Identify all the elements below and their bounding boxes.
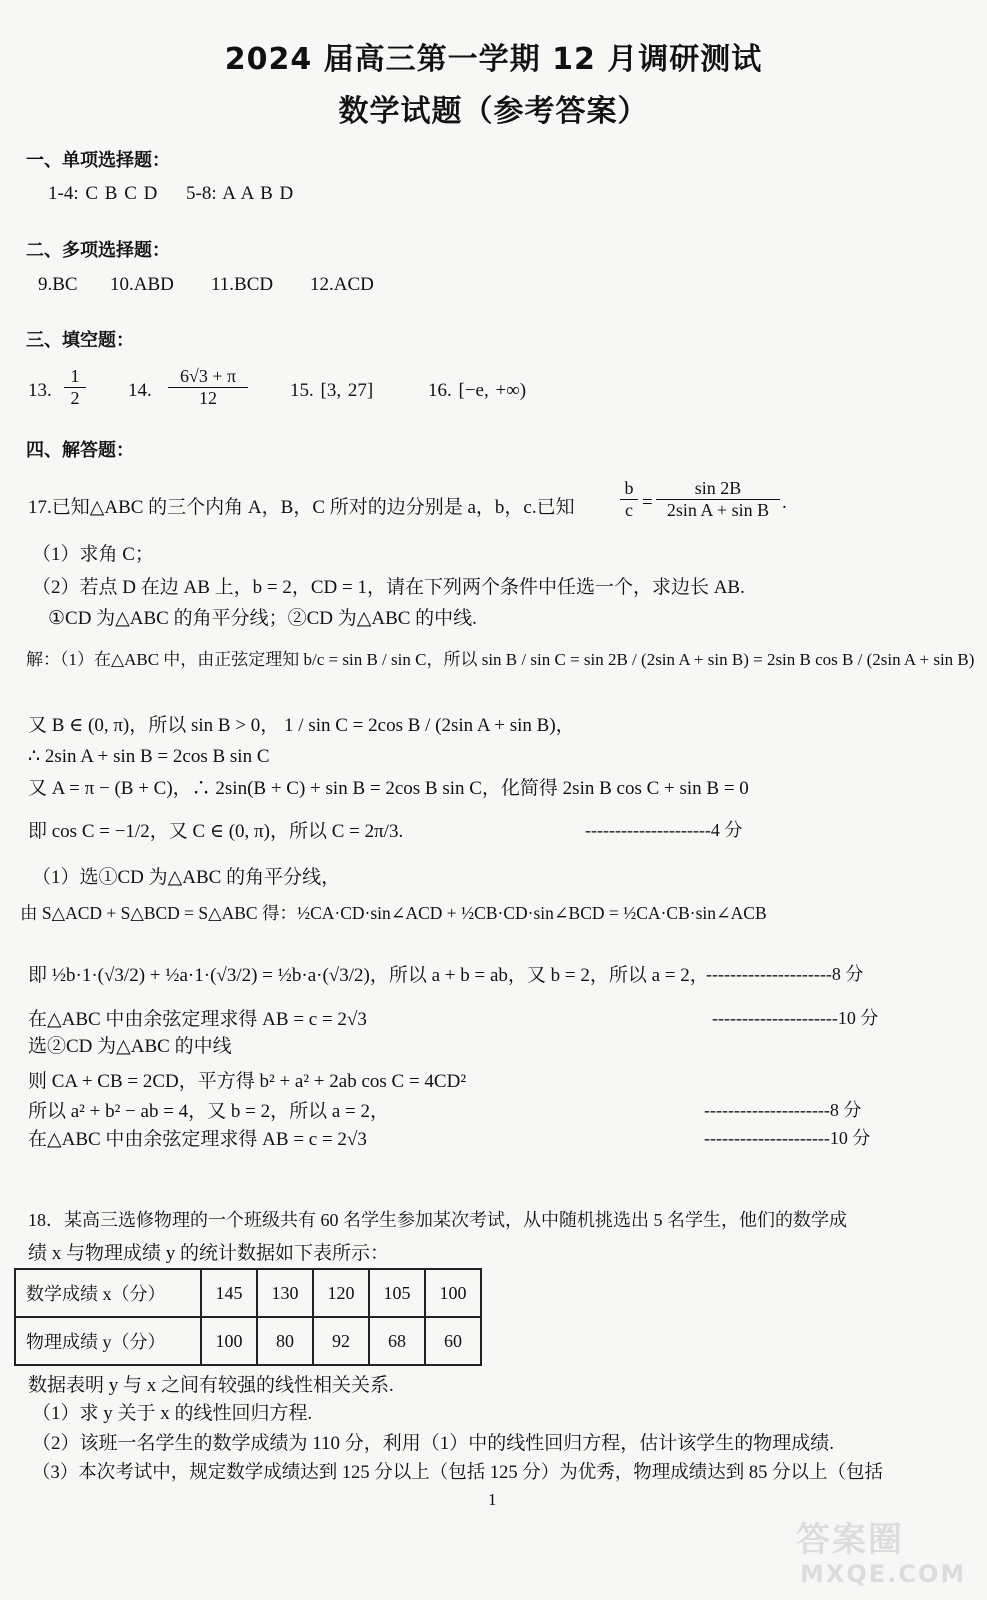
q18-data-table bbox=[14, 1268, 482, 1366]
table-cell: 60 bbox=[425, 1317, 481, 1365]
fill-13-numerator: 1 bbox=[64, 366, 86, 388]
q17-solution-line-1: 解：（1）在△ABC 中，由正弦定理知 b/c = sin B / sin C，所以 sin B / sin C = sin 2B / (2sin A + sin B) = 2sin B cos B / (2sin A + sin B) bbox=[26, 650, 975, 669]
section-heading-single-choice: 一、单项选择题： bbox=[26, 150, 170, 171]
q17-options: ①CD 为△ABC 的角平分线；②CD 为△ABC 的中线. bbox=[48, 608, 477, 629]
table-cell: 105 bbox=[369, 1269, 425, 1317]
q17-stem: 17.已知△ABC 的三个内角 A，B，C 所对的边分别是 a，b，c.已知 bbox=[28, 497, 575, 518]
table-cell: 145 bbox=[201, 1269, 257, 1317]
page-subtitle: 数学试题（参考答案） bbox=[338, 94, 649, 129]
q17-score-10-option-2: ---------------------10 分 bbox=[704, 1128, 871, 1148]
q18-part-2: （2）该班一名学生的数学成绩为 110 分，利用（1）中的线性回归方程，估计该学生的物理成绩. bbox=[32, 1433, 835, 1454]
table-row bbox=[15, 1317, 481, 1365]
fill-13-fraction bbox=[64, 366, 86, 409]
q17-stem-frac-num: b bbox=[620, 478, 638, 500]
fill-14-numerator: 6√3 + π bbox=[168, 366, 248, 388]
q17-part-1: （1）求角 C； bbox=[32, 544, 154, 565]
single-choice-answers-5-8: 5-8: A A B D bbox=[186, 183, 294, 204]
table-cell: 68 bbox=[369, 1317, 425, 1365]
q17-stem-fraction-bc bbox=[620, 478, 638, 521]
table-cell: 120 bbox=[313, 1269, 369, 1317]
page-title: 2024 届高三第一学期 12 月调研测试 bbox=[224, 42, 763, 77]
table-cell: 80 bbox=[257, 1317, 313, 1365]
watermark-logo-text: 答案圈 bbox=[796, 1520, 904, 1560]
q17-solution-line-7: 由 S△ACD + S△BCD = S△ABC 得：½CA·CD·sin∠ACD + ½CB·CD·sin∠BCD = ½CA·CB·sin∠ACB bbox=[20, 903, 767, 923]
table-row bbox=[15, 1269, 481, 1317]
q17-solution-line-2: 又 B ∈ (0, π)，所以 sin B > 0， 1 / sin C = 2cos B / (2sin A + sin B)， bbox=[28, 715, 575, 736]
q17-solution-line-13: 在△ABC 中由余弦定理求得 AB = c = 2√3 bbox=[28, 1129, 367, 1150]
q17-stem-fraction-rhs bbox=[656, 478, 780, 521]
q17-solution-line-9: 在△ABC 中由余弦定理求得 AB = c = 2√3 bbox=[28, 1009, 367, 1030]
q17-part-2: （2）若点 D 在边 AB 上，b = 2，CD = 1，请在下列两个条件中任选一个，求边长 AB. bbox=[32, 577, 745, 598]
q17-solution-line-3: ∴ 2sin A + sin B = 2cos B sin C bbox=[28, 746, 270, 767]
fill-16-answer: 16. [−e, +∞) bbox=[428, 380, 527, 401]
multi-answer-9: 9.BC bbox=[38, 274, 78, 295]
section-heading-multiple-choice: 二、多项选择题： bbox=[26, 240, 170, 261]
table-cell: 100 bbox=[201, 1317, 257, 1365]
q17-solution-line-6: （1）选①CD 为△ABC 的角平分线， bbox=[32, 867, 341, 888]
q17-stem-period: . bbox=[782, 492, 787, 513]
page-number: 1 bbox=[488, 1490, 497, 1509]
q17-score-4: ---------------------4 分 bbox=[585, 820, 743, 840]
q18-note: 数据表明 y 与 x 之间有较强的线性相关关系. bbox=[28, 1375, 394, 1396]
q17-score-10-option-1: ---------------------10 分 bbox=[712, 1008, 879, 1028]
watermark-logo-url: MXQE.COM bbox=[800, 1560, 967, 1588]
table-row-label-physics: 物理成绩 y（分） bbox=[15, 1317, 201, 1365]
q17-solution-line-5: 即 cos C = −1/2，又 C ∈ (0, π)，所以 C = 2π/3. bbox=[28, 821, 404, 842]
multi-answer-10: 10.ABD bbox=[110, 274, 174, 295]
q17-score-8-option-2: ---------------------8 分 bbox=[704, 1100, 862, 1120]
q17-score-8-option-1: ---------------------8 分 bbox=[706, 964, 864, 984]
table-cell: 130 bbox=[257, 1269, 313, 1317]
q18-part-3: （3）本次考试中，规定数学成绩达到 125 分以上（包括 125 分）为优秀，物理成绩达到 85 分以上（包括 bbox=[32, 1463, 884, 1483]
fill-15-answer: 15. [3, 27] bbox=[290, 380, 374, 401]
q17-solution-line-10: 选②CD 为△ABC 的中线 bbox=[28, 1036, 232, 1057]
fill-14-label: 14. bbox=[128, 380, 152, 401]
fill-13-label: 13. bbox=[28, 380, 52, 401]
q17-stem-frac-den: c bbox=[625, 500, 633, 520]
fill-14-fraction bbox=[168, 366, 248, 409]
q17-stem-rhs-num: sin 2B bbox=[656, 478, 780, 500]
table-row-label-math: 数学成绩 x（分） bbox=[15, 1269, 201, 1317]
table-cell: 92 bbox=[313, 1317, 369, 1365]
q18-part-1: （1）求 y 关于 x 的线性回归方程. bbox=[32, 1403, 313, 1424]
multi-answer-12: 12.ACD bbox=[310, 274, 374, 295]
q17-stem-rhs-den: 2sin A + sin B bbox=[666, 500, 770, 520]
q17-solution-line-4: 又 A = π − (B + C)，∴ 2sin(B + C) + sin B = 2cos B sin C，化简得 2sin B cos C + sin B = 0 bbox=[28, 778, 749, 799]
q17-solution-line-11: 则 CA + CB = 2CD，平方得 b² + a² + 2ab cos C = 4CD² bbox=[28, 1071, 467, 1092]
fill-14-denominator: 12 bbox=[199, 388, 217, 408]
q17-solution-line-12: 所以 a² + b² − ab = 4，又 b = 2，所以 a = 2， bbox=[28, 1101, 390, 1122]
q17-solution-line-8: 即 ½b·1·(√3/2) + ½a·1·(√3/2) = ½b·a·(√3/2)，所以 a + b = ab，又 b = 2，所以 a = 2， bbox=[28, 965, 709, 986]
section-heading-fill-in: 三、填空题： bbox=[26, 330, 134, 351]
fill-13-denominator: 2 bbox=[70, 388, 80, 408]
single-choice-answers-1-4: 1-4: C B C D bbox=[48, 183, 158, 204]
q17-stem-equals: = bbox=[642, 492, 653, 513]
q18-stem-line-1: 18．某高三选修物理的一个班级共有 60 名学生参加某次考试，从中随机挑选出 5 名学生，他们的数学成 bbox=[28, 1210, 847, 1230]
q18-stem-line-2: 绩 x 与物理成绩 y 的统计数据如下表所示： bbox=[28, 1243, 390, 1264]
multi-answer-11: 11.BCD bbox=[211, 274, 274, 295]
table-cell: 100 bbox=[425, 1269, 481, 1317]
section-heading-solutions: 四、解答题： bbox=[26, 440, 134, 461]
